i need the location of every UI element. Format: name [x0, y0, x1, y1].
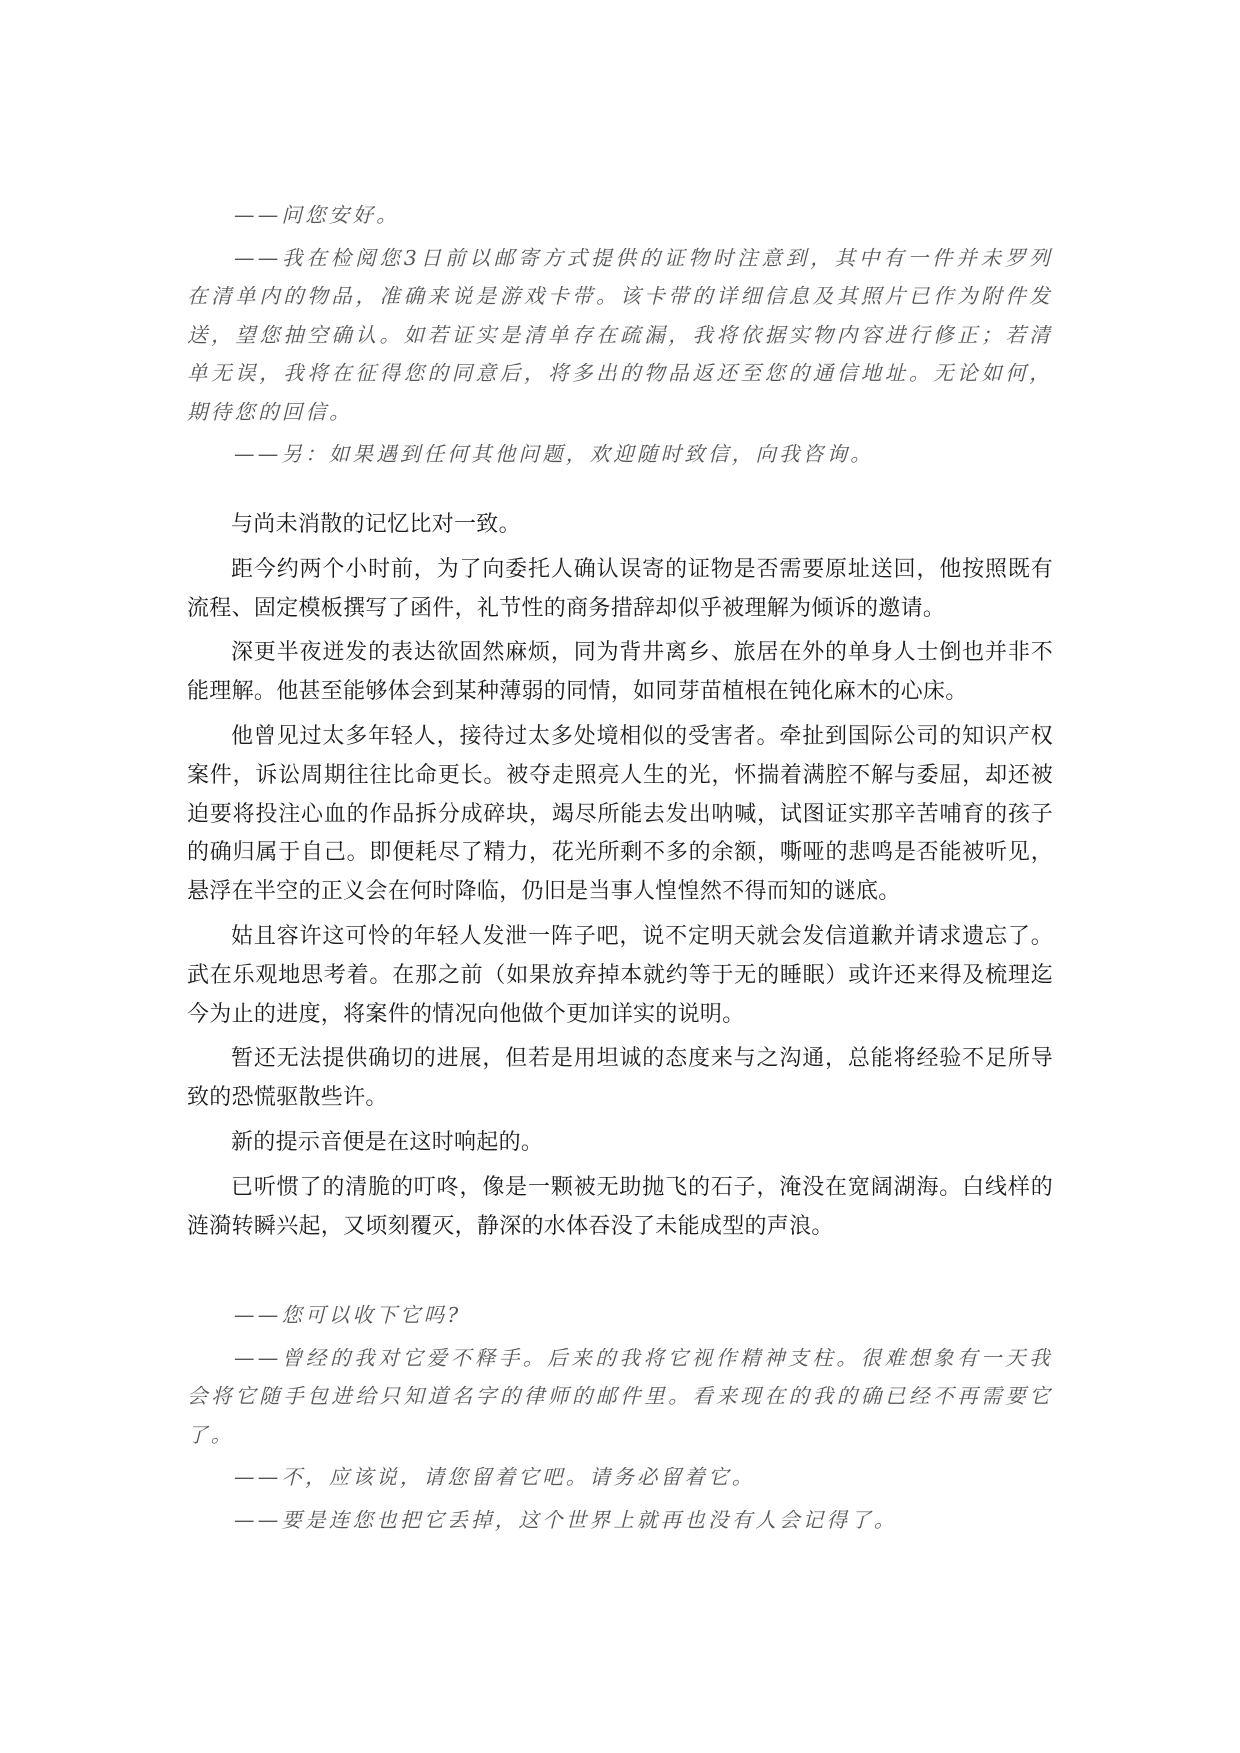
quoted-letter-first	[187, 196, 1053, 474]
letter-paragraph-evidence-notice: ——我在检阅您3日前以邮寄方式提供的证物时注意到，其中有一件并未罗列在清单内的物品，准确来说是游戏卡带。该卡带的详细信息及其照片已作为附件发送，望您抽空确认。如若证实是清单存在疏漏，我将依据实物内容进行修正；若清单无误，我将在征得您的同意后，将多出的物品返还至您的通信地址。无论如何，期待您的回信。	[187, 245, 1053, 424]
letter-paragraph-closing: ——要是连您也把它丢掉，这个世界上就再也没有人会记得了。	[234, 1507, 898, 1532]
narrative-paragraph: 已听惯了的清脆的叮咚，像是一颗被无助抛飞的石子，淹没在宽阔湖海。白线样的涟漪转瞬兴起，又顷刻覆灭，静深的水体吞没了未能成型的声浪。	[187, 1174, 1053, 1239]
narrative-paragraph: 深更半夜迸发的表达欲固然麻烦，同为背井离乡、旅居在外的单身人士倒也并非不能理解。他甚至能够体会到某种薄弱的同情，如同芽苗植根在钝化麻木的心床。	[187, 640, 1053, 705]
narrative-body	[187, 506, 1053, 1246]
narrative-paragraph: 姑且容许这可怜的年轻人发泄一阵子吧，说不定明天就会发信道歉并请求遗忘了。武在乐观地思考着。在那之前（如果放弃掉本就约等于无的睡眠）或许还来得及梳理迄今为止的进度，将案件的情况向他做个更加详实的说明。	[187, 923, 1053, 1027]
narrative-paragraph: 他曾见过太多年轻人，接待过太多处境相似的受害者。牵扯到国际公司的知识产权案件，诉讼周期往往比命更长。被夺走照亮人生的光，怀揣着满腔不解与委屈，却还被迫要将投注心血的作品拆分成碎块，竭尽所能去发出呐喊，试图证实那辛苦哺育的孩子的确归属于自己。即便耗尽了精力，花光所剩不多的余额，嘶哑的悲鸣是否能被听见，悬浮在半空的正义会在何时降临，仍旧是当事人惶惶然不得而知的谜底。	[187, 723, 1053, 905]
narrative-paragraph: 新的提示音便是在这时响起的。	[231, 1129, 544, 1155]
letter-paragraph-question: ——您可以收下它吗?	[234, 1303, 462, 1327]
letter-paragraph-memory: ——曾经的我对它爱不释手。后来的我将它视作精神支柱。很难想象有一天我会将它随手包进给只知道名字的律师的邮件里。看来现在的我的确已经不再需要它了。	[187, 1345, 1053, 1447]
letter-paragraph-request: ——不，应该说，请您留着它吧。请务必留着它。	[234, 1465, 756, 1489]
narrative-paragraph: 暂还无法提供确切的进展，但若是用坦诚的态度来与之沟通，总能将经验不足所导致的恐慌驱散些许。	[187, 1046, 1053, 1111]
narrative-paragraph: 距今约两个小时前，为了向委托人确认误寄的证物是否需要原址送回，他按照既有流程、固定模板撰写了函件，礼节性的商务措辞却似乎被理解为倾诉的邀请。	[187, 556, 1053, 621]
narrative-paragraph: 与尚未消散的记忆比对一致。	[231, 512, 521, 537]
letter-paragraph-postscript: ——另：如果遇到任何其他问题，欢迎随时致信，向我咨询。	[234, 442, 874, 466]
quoted-letter-second	[187, 1296, 1053, 1539]
letter-paragraph-greeting: ——问您安好。	[234, 203, 400, 227]
